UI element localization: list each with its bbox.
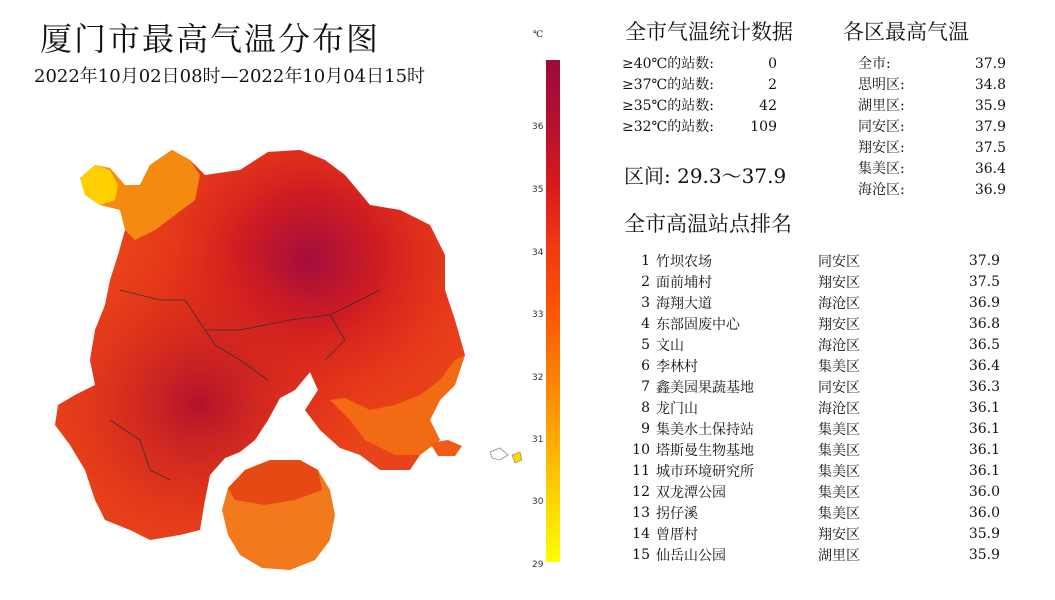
stats-label: ≥35℃的站数: [622, 98, 714, 114]
station-name: 集美水土保持站 [656, 421, 754, 438]
district-value: 36.4 [974, 161, 1006, 177]
station-name: 海翔大道 [656, 295, 712, 312]
station-district: 集美区 [818, 358, 860, 375]
station-name: 竹坝农场 [656, 253, 712, 270]
district-row [858, 117, 1008, 138]
ranking-row [622, 313, 1000, 334]
station-district: 翔安区 [818, 526, 860, 543]
station-rank: 9 [641, 420, 650, 437]
ranking-row [622, 523, 1000, 544]
station-district: 集美区 [818, 505, 860, 522]
station-name: 拐仔溪 [656, 505, 698, 522]
station-temperature: 35.9 [968, 546, 1000, 563]
colorbar-tick-label: 32 [532, 373, 544, 383]
station-rank: 3 [641, 294, 650, 311]
temperature-colorbar [546, 60, 560, 562]
station-temperature: 36.5 [968, 336, 1000, 353]
district-name: 翔安区: [858, 140, 905, 156]
district-row [858, 54, 1008, 75]
station-name: 城市环境研究所 [656, 463, 754, 480]
ranking-table [622, 250, 1000, 565]
station-rank: 13 [632, 504, 650, 521]
station-name: 文山 [656, 337, 684, 354]
stats-list [622, 54, 777, 138]
ranking-row [622, 502, 1000, 523]
stats-label: ≥32℃的站数: [622, 119, 714, 135]
ranking-row [622, 376, 1000, 397]
ranking-row [622, 397, 1000, 418]
station-temperature: 36.1 [968, 420, 1000, 437]
station-temperature: 37.5 [968, 273, 1000, 290]
district-name: 同安区: [858, 119, 905, 135]
colorbar-tick-label: 35 [532, 185, 544, 195]
ranking-row [622, 292, 1000, 313]
station-temperature: 36.1 [968, 462, 1000, 479]
station-district: 翔安区 [818, 274, 860, 291]
station-temperature: 36.4 [968, 357, 1000, 374]
colorbar-tick-label: 34 [532, 248, 544, 258]
station-district: 海沧区 [818, 337, 860, 354]
districts-list [858, 54, 1008, 201]
station-rank: 7 [641, 378, 650, 395]
ranking-row [622, 544, 1000, 565]
station-district: 翔安区 [818, 316, 860, 333]
colorbar-tick-label: 33 [532, 310, 544, 320]
station-district: 同安区 [818, 379, 860, 396]
district-row [858, 159, 1008, 180]
station-district: 海沧区 [818, 295, 860, 312]
station-name: 李林村 [656, 358, 698, 375]
colorbar-tick-label: 36 [532, 122, 544, 132]
station-rank: 11 [632, 462, 650, 479]
district-name: 全市: [858, 56, 891, 72]
districts-header: 各区最高气温 [843, 20, 969, 44]
station-rank: 2 [641, 273, 650, 290]
station-rank: 10 [632, 441, 650, 458]
district-row [858, 96, 1008, 117]
district-name: 集美区: [858, 161, 905, 177]
district-row [858, 180, 1008, 201]
station-name: 面前埔村 [656, 274, 712, 291]
station-name: 龙门山 [656, 400, 698, 417]
stats-row [622, 75, 777, 96]
map-subtitle: 2022年10月02日08时—2022年10月04日15时 [34, 66, 426, 87]
stats-header: 全市气温统计数据 [625, 20, 793, 44]
station-temperature: 36.9 [968, 294, 1000, 311]
station-name: 鑫美园果蔬基地 [656, 379, 754, 396]
station-temperature: 36.0 [968, 483, 1000, 500]
stats-label: ≥40℃的站数: [622, 56, 714, 72]
station-district: 同安区 [818, 253, 860, 270]
station-rank: 5 [641, 336, 650, 353]
station-district: 集美区 [818, 442, 860, 459]
station-rank: 6 [641, 357, 650, 374]
district-value: 35.9 [974, 98, 1006, 114]
district-name: 海沧区: [858, 182, 905, 198]
ranking-row [622, 271, 1000, 292]
legend-unit: ℃ [533, 30, 544, 40]
ranking-row [622, 460, 1000, 481]
district-row [858, 138, 1008, 159]
stats-row [622, 54, 777, 75]
islet-east [430, 440, 462, 456]
district-name: 思明区: [858, 77, 905, 93]
station-temperature: 36.8 [968, 315, 1000, 332]
station-district: 集美区 [818, 421, 860, 438]
stats-value: 2 [768, 77, 777, 93]
ranking-header: 全市高温站点排名 [624, 212, 792, 236]
station-district: 集美区 [818, 463, 860, 480]
stats-value: 0 [768, 56, 777, 72]
ranking-row [622, 250, 1000, 271]
station-temperature: 36.1 [968, 441, 1000, 458]
station-rank: 1 [641, 252, 650, 269]
ranking-row [622, 418, 1000, 439]
station-rank: 15 [632, 546, 650, 563]
ranking-row [622, 481, 1000, 502]
station-rank: 4 [641, 315, 650, 332]
ranking-body [622, 250, 1000, 565]
station-name: 塔斯曼生物基地 [656, 442, 754, 459]
stats-value: 109 [750, 119, 777, 135]
station-temperature: 35.9 [968, 525, 1000, 542]
district-row [858, 75, 1008, 96]
islet-yellow [512, 452, 522, 463]
station-name: 曾厝村 [656, 526, 698, 543]
station-name: 双龙潭公园 [656, 484, 726, 501]
range-label: 区间: [624, 164, 671, 188]
station-temperature: 36.0 [968, 504, 1000, 521]
stats-label: ≥37℃的站数: [622, 77, 714, 93]
station-temperature: 36.1 [968, 399, 1000, 416]
district-value: 37.9 [974, 119, 1006, 135]
station-temperature: 37.9 [968, 252, 1000, 269]
station-rank: 8 [641, 399, 650, 416]
map-title: 厦门市最高气温分布图 [40, 20, 381, 58]
station-district: 海沧区 [818, 400, 860, 417]
range-line [624, 160, 786, 189]
colorbar-tick-label: 29 [532, 560, 544, 570]
ranking-row [622, 334, 1000, 355]
station-district: 湖里区 [818, 547, 860, 564]
stats-row [622, 96, 777, 117]
islet-far-east [490, 448, 508, 460]
ranking-row [622, 355, 1000, 376]
station-name: 东部固废中心 [656, 316, 740, 333]
station-rank: 14 [632, 525, 650, 542]
station-rank: 12 [632, 483, 650, 500]
station-name: 仙岳山公园 [656, 547, 726, 564]
colorbar-tick-label: 31 [532, 435, 544, 445]
colorbar-tick-label: 30 [532, 497, 544, 507]
stats-row [622, 117, 777, 138]
station-district: 集美区 [818, 484, 860, 501]
district-value: 37.9 [974, 56, 1006, 72]
stats-value: 42 [759, 98, 777, 114]
district-name: 湖里区: [858, 98, 905, 114]
station-temperature: 36.3 [968, 378, 1000, 395]
district-value: 37.5 [974, 140, 1006, 156]
ranking-row [622, 439, 1000, 460]
district-value: 34.8 [974, 77, 1006, 93]
range-value: 29.3～37.9 [677, 164, 787, 188]
district-value: 36.9 [974, 182, 1006, 198]
